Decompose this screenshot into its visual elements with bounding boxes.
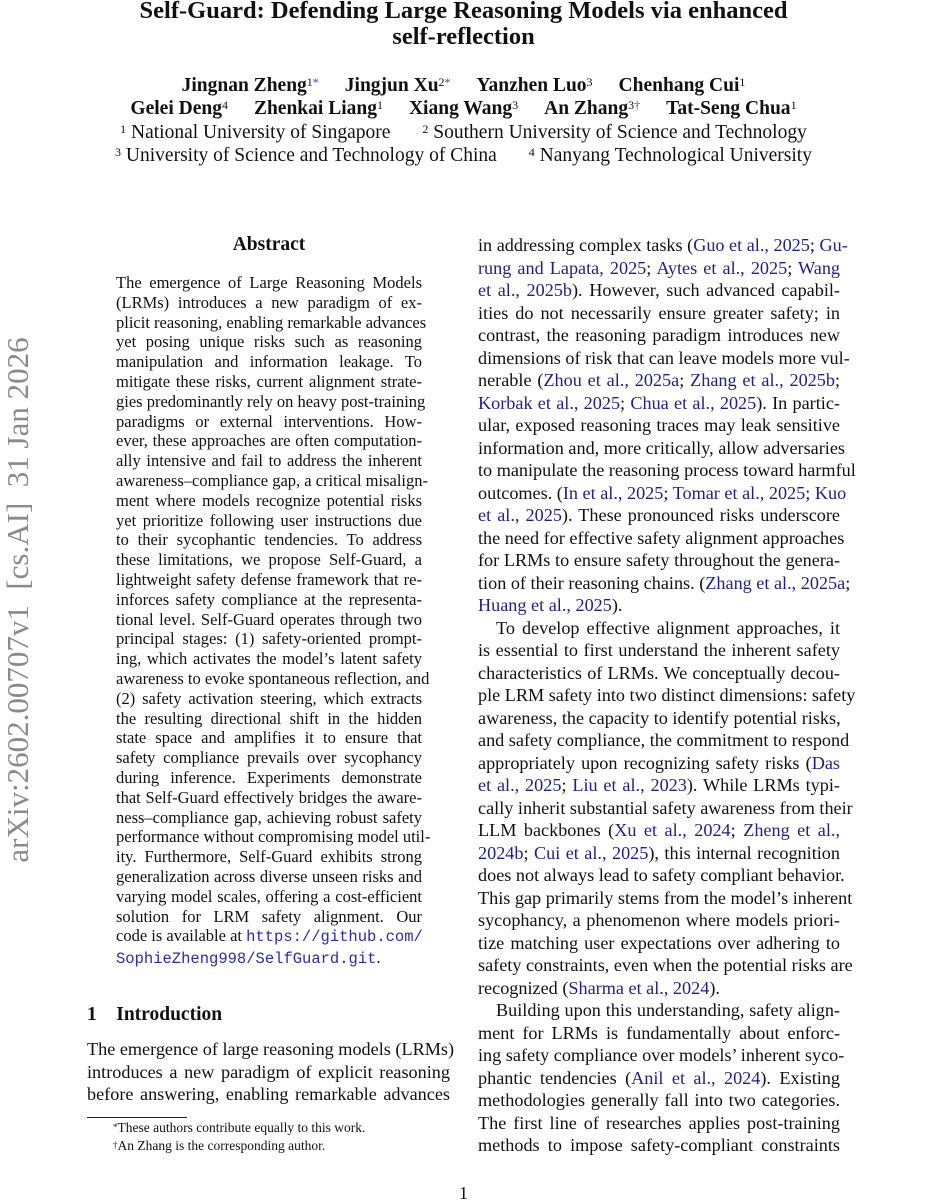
text-segment: safety compliance prevails over sycophancy [116,748,422,768]
text-segment: appropriately upon recognizing safety risks ( [478,752,812,773]
title-line: Self-Guard: Defending Large Reasoning Models via enhanced [139,0,788,24]
author-affiliation-marker [307,75,319,89]
text-segment: The first line of researches applies post-training [478,1112,840,1133]
text-segment: principal stages: (1) safety-oriented prompt- [116,629,422,649]
footnote [113,1119,365,1137]
footnote-divider [87,1117,187,1118]
text-line [116,887,422,907]
text-segment: does not always lead to safety compliant behavior. [478,865,845,885]
section-number: 1 [87,1004,97,1025]
citation-link[interactable]: 2024b [478,842,524,863]
text-line [116,808,422,828]
text-line [478,1067,840,1090]
author-affiliation-marker [628,98,640,112]
author-list [87,74,840,120]
text-segment: during inference. Experiments demonstrate [116,767,422,787]
text-segment: methodologies generally fall into two categories. [478,1090,840,1110]
text-line [116,788,422,808]
author [544,98,640,119]
text-segment: to their sycophantic tendencies. To address [116,530,422,550]
text-line [478,414,840,437]
text-segment: ), this internal recognition [648,842,840,863]
text-line [478,932,840,955]
affiliation-number: 3 [628,98,635,112]
footnote-text: These authors contribute equally to this work. [117,1120,366,1135]
text-segment: awareness–compliance gap, a critical misalign- [116,470,428,490]
text-segment: ; [663,482,673,503]
author [345,75,451,96]
text-segment: ing safety compliance over models’ inherent syco- [478,1045,845,1065]
text-segment: recognized ( [478,977,569,998]
affiliation-row [87,144,840,167]
text-segment: (2) safety activation steering, which extracts [116,688,422,708]
footnotes [113,1119,365,1155]
text-line [116,491,422,511]
text-segment: paradigms or external interventions. How- [116,411,422,431]
text-segment: yet prioritize following user instructions due [116,510,422,530]
text-segment: gies predominantly rely on heavy post-training [116,391,426,411]
author-affiliation-marker [512,98,518,112]
text-segment: Building upon this understanding, safety align- [496,1000,840,1020]
affiliation-name: National University of Singapore [131,122,391,143]
section-title: Introduction [116,1004,223,1025]
affiliation-number: 2 [438,75,445,89]
text-segment: information and, more critically, allow adversaries [478,437,845,458]
affiliation-number: 3 [586,75,593,89]
abstract-heading: Abstract [232,234,306,255]
text-segment: to manipulate the reasoning process toward harmful [478,460,856,480]
text-segment: ing, which activates the model’s latent safety [116,649,422,669]
introduction-right-column [478,234,856,1157]
citation-link[interactable]: Kuo [814,482,847,503]
text-line [116,451,422,471]
text-segment: The emergence of large reasoning models (LRMs) [87,1039,454,1059]
text-segment: ities do not necessarily ensure greater safety; in [478,302,840,323]
author-name: Zhenkai Liang [253,98,377,119]
citation-link[interactable]: Das [811,752,840,773]
citation-link[interactable]: Sharma et al., 2024 [568,977,710,998]
affiliation-name: University of Science and Technology of China [125,145,497,166]
text-segment: code is available at [116,926,247,946]
text-segment: ). Existing [760,1067,840,1088]
author-name: An Zhang [544,98,629,119]
text-line [478,324,840,347]
text-segment: tional level. Self-Guard operates through two [116,609,422,629]
text-segment: (LRMs) introduces a new paradigm of ex- [116,292,422,312]
text-segment: cally inherit substantial safety awareness from their [478,797,853,818]
footnote-mark: † [113,1140,118,1150]
text-line [478,797,853,820]
text-segment: yet posing unique risks such as reasoning [116,332,422,352]
text-segment: for LRMs to ensure safety throughout the genera- [478,550,840,570]
text-segment: outcomes. ( [478,482,563,503]
affiliation-number: 4 [221,98,228,112]
affiliation [115,145,497,166]
text-line [116,728,422,748]
text-line [478,864,845,887]
text-segment: manipulation and information leakage. To [116,352,422,372]
text-line [116,689,422,709]
text-segment: ally intensive and fail to address the inherent [116,451,422,471]
text-segment: nerable ( [478,370,544,390]
text-segment: ; [730,820,744,840]
text-line [116,273,422,293]
text-line [87,1061,450,1084]
affiliation-name: Nanyang Technological University [539,145,812,166]
affiliation-row [87,121,840,144]
text-segment: solution for LRM safety alignment. Our [116,906,422,926]
citation-link[interactable]: Korbak et al., 2025 [478,392,621,413]
text-line [478,347,850,370]
text-segment: the need for effective safety alignment approaches [478,527,845,548]
text-line [478,234,848,257]
text-segment: performance without compromising model util- [116,827,431,847]
text-segment: ; [805,482,815,503]
text-segment: safety constraints, even when the potential risks are [478,955,853,975]
author-row [87,74,840,97]
footnote-mark: * [113,1122,118,1132]
citation-link[interactable]: Liu et al., 2023 [572,775,687,795]
affiliation-number: 3 [512,98,519,112]
text-line [87,1038,454,1061]
citation-link[interactable]: Aytes et al., 2025 [656,257,788,278]
footnote-text: An Zhang is the corresponding author. [117,1138,326,1153]
footnote [113,1137,365,1155]
text-segment: these limitations, we propose Self-Guard, a [116,550,422,570]
text-line [116,668,430,689]
affiliation [529,145,812,166]
text-line [478,819,840,842]
author [409,98,518,119]
text-line [478,684,856,707]
text-line [116,948,422,970]
author [619,75,746,96]
author-affiliation-marker [222,98,228,112]
text-segment: ever, these approaches are often computation- [116,431,422,451]
citation-link[interactable]: In et al., 2025 [562,482,664,503]
citation-link[interactable]: Gu- [819,235,848,255]
text-segment: contrast, the reasoning paradigm introduces new [478,325,840,345]
text-segment: sycophancy, a phenomenon where models priori- [478,910,840,930]
text-line [478,887,853,910]
text-segment: ular, exposed reasoning traces may leak sensitive [478,415,840,435]
code-url-link[interactable]: https://github.com/ [246,928,423,947]
text-line [478,1112,840,1135]
text-segment: methods to impose safety-compliant constraints [478,1135,840,1155]
text-line [116,847,422,867]
code-url-link[interactable]: SophieZheng998/SelfGuard.git [116,950,377,969]
text-line [478,617,840,640]
citation-link[interactable]: Cui et al., 2025 [533,842,649,863]
author-name: Tat-Seng Chua [666,98,791,119]
text-line [478,459,856,482]
introduction-left-column [87,1038,454,1106]
text-line [116,312,427,333]
text-line [116,470,428,491]
text-line [116,926,422,948]
text-segment: This gap primarily stems from the model’s inherent [478,887,853,908]
text-line [116,511,422,531]
text-segment: awareness, the capacity to identify potential risks, [478,707,841,728]
paper-title [87,0,840,50]
citation-link[interactable]: Zhang et al., 2025b [690,370,835,390]
text-segment: The emergence of Large Reasoning Models [116,273,422,292]
text-segment: ; [561,775,573,795]
text-line [478,842,840,865]
text-line [478,1089,840,1112]
text-line [478,1134,840,1157]
text-line [87,1083,450,1106]
author [666,98,796,119]
text-segment: before answering, enabling remarkable advances [87,1084,450,1104]
author-affiliation-marker [377,98,383,112]
text-segment: ; [787,257,799,278]
text-segment: introduces a new paradigm of explicit reasoning [87,1061,450,1082]
text-segment: LLM backbones ( [478,820,615,840]
text-segment: ; [679,370,691,390]
affiliation-number: 1 [306,75,313,89]
text-segment: ). [611,595,623,615]
text-line [116,352,422,372]
text-line [478,707,840,730]
author-affiliation-marker [791,98,797,112]
text-segment: ; [834,370,841,390]
text-line [116,550,422,570]
text-segment: ). However, such advanced capabil- [572,280,840,300]
affiliation-number: 4 [528,145,535,159]
text-line [116,530,422,550]
text-line [478,729,850,752]
text-segment: ). In partic- [756,392,840,413]
citation-link[interactable]: Guo et al., 2025 [693,235,810,255]
text-line [116,431,422,451]
text-segment: characteristics of LRMs. We conceptually decou- [478,662,840,683]
text-segment: dimensions of risk that can leave models more vul- [478,347,850,368]
text-line [478,977,840,1000]
text-line [116,649,422,669]
text-line [116,768,422,788]
author-name: Jingnan Zheng [181,75,307,96]
text-segment: ). [709,977,720,998]
citation-link[interactable]: Wang [798,257,841,278]
text-line [478,279,840,302]
author [477,75,593,96]
citation-link[interactable]: Huang et al., 2025 [478,595,612,615]
text-line [116,827,431,847]
citation-link[interactable]: et al., 2025b [478,280,572,300]
citation-link[interactable]: Tomar et al., 2025 [672,482,806,503]
text-segment: ment for LRMs is fundamentally about enforc- [478,1022,840,1043]
text-segment: state space and amplifies it to ensure that [116,728,422,748]
text-line [478,594,840,617]
text-segment: the resulting directional shift in the hidden [116,708,422,728]
text-segment: tize matching user expectations over adhering to [478,932,840,953]
text-line [478,392,840,415]
text-line [478,527,845,550]
citation-link[interactable]: Zhang et al., 2025a [705,572,846,593]
text-line [116,590,422,610]
text-line [478,999,840,1022]
citation-link[interactable]: Chua et al., 2025 [630,392,757,413]
text-segment: ; [646,257,657,278]
text-line [478,549,840,572]
text-line [478,909,840,932]
text-line [116,629,422,649]
author [182,75,319,96]
text-line [116,412,422,432]
text-line [478,437,845,460]
text-line [478,774,840,797]
abstract-body [116,273,431,970]
text-segment: ; [523,842,534,863]
affiliation-list [87,121,840,167]
text-line [116,867,422,887]
text-segment: awareness to evoke spontaneous reflection, and [116,668,430,688]
text-line [478,662,840,685]
text-segment: ness–compliance gap, achieving robust safety [116,807,422,827]
text-line [478,369,840,392]
author [130,98,228,119]
text-segment: To develop effective alignment approaches, it [496,617,840,638]
text-segment: tion of their reasoning chains. ( [478,572,706,593]
text-line [116,372,422,392]
text-line [478,1044,845,1067]
citation-link[interactable]: Xu et al., 2024 [614,820,731,840]
footnote-mark[interactable]: * [444,75,451,89]
arxiv-watermark: arXiv:2602.00707v1 [cs.AI] 31 Jan 2026 [0,337,35,863]
text-segment: plicit reasoning, enabling remarkable advances [116,312,427,332]
text-line [116,748,422,768]
text-segment: ple LRM safety into two distinct dimensions: safety [478,685,856,705]
text-segment: phantic tendencies ( [478,1067,632,1088]
affiliation-number: 1 [120,122,127,136]
citation-link[interactable]: et al., 2025 [478,505,562,525]
citation-link[interactable]: rung and Lapata, 2025 [478,257,647,278]
text-line [478,639,840,662]
text-segment: . [376,948,381,968]
text-segment: in addressing complex tasks ( [478,235,694,255]
author-name: Xiang Wang [408,98,513,119]
citation-link[interactable]: Anil et al., 2024 [631,1067,761,1088]
affiliation-number: 2 [422,122,429,136]
page-number: 1 [459,1183,468,1203]
author-affiliation-marker [739,75,745,89]
affiliation [422,122,806,143]
text-segment: lightweight safety defense framework that re- [116,569,422,589]
text-segment: ity. Furthermore, Self-Guard exhibits strong [116,847,422,867]
author-name: Jingjun Xu [344,75,439,96]
text-line [116,709,422,729]
affiliation-name: Southern University of Science and Technology [433,122,807,143]
author-name: Chenhang Cui [618,75,740,96]
affiliation-number: 3 [115,145,122,159]
text-line [116,570,422,590]
author-row [87,97,840,120]
text-line [116,610,422,630]
text-segment: ment where models recognize potential risks [116,490,422,510]
citation-link[interactable]: Zheng et al., [743,820,840,840]
text-segment: ). While LRMs typi- [686,775,840,795]
text-segment: inforces safety compliance at the representa- [116,589,422,609]
text-segment: ; [620,392,631,413]
text-line [478,752,840,775]
text-segment: that Self-Guard effectively bridges the aware- [116,787,422,807]
text-line [478,954,853,977]
text-line [116,907,422,927]
text-line [478,572,851,595]
section-heading-introduction [87,1004,222,1026]
citation-link[interactable]: et al., 2025 [478,775,562,795]
author-affiliation-marker [587,75,593,89]
text-segment: generalization across diverse unseen risks and [116,866,422,886]
text-segment: ; [809,235,820,255]
author-name: Gelei Deng [130,98,222,119]
text-line [478,482,847,505]
affiliation-number: 1 [790,98,797,112]
text-line [478,1022,840,1045]
author-affiliation-marker [439,75,451,89]
text-segment: and safety compliance, the commitment to respond [478,730,850,750]
footnote-mark[interactable]: † [634,98,641,112]
text-segment: is essential to first understand the inherent safety [478,640,840,660]
affiliation-number: 1 [739,75,746,89]
author [254,98,383,119]
citation-link[interactable]: Zhou et al., 2025a [543,370,680,390]
text-line [116,332,422,352]
text-line [116,391,426,412]
text-segment: ). These pronounced risks underscore [561,505,840,525]
text-line [478,504,840,527]
title-line: self-reflection [392,23,535,50]
author-name: Yanzhen Luo [476,75,587,96]
text-segment: varying model scales, offering a cost-efficient [116,886,422,906]
affiliation-number: 1 [376,98,383,112]
text-segment: mitigate these risks, current alignment strate- [116,371,422,391]
text-line [116,293,422,313]
text-line [478,257,840,280]
footnote-mark[interactable]: * [312,75,319,89]
text-line [478,302,840,325]
text-segment: ; [845,572,851,593]
affiliation [120,122,390,143]
